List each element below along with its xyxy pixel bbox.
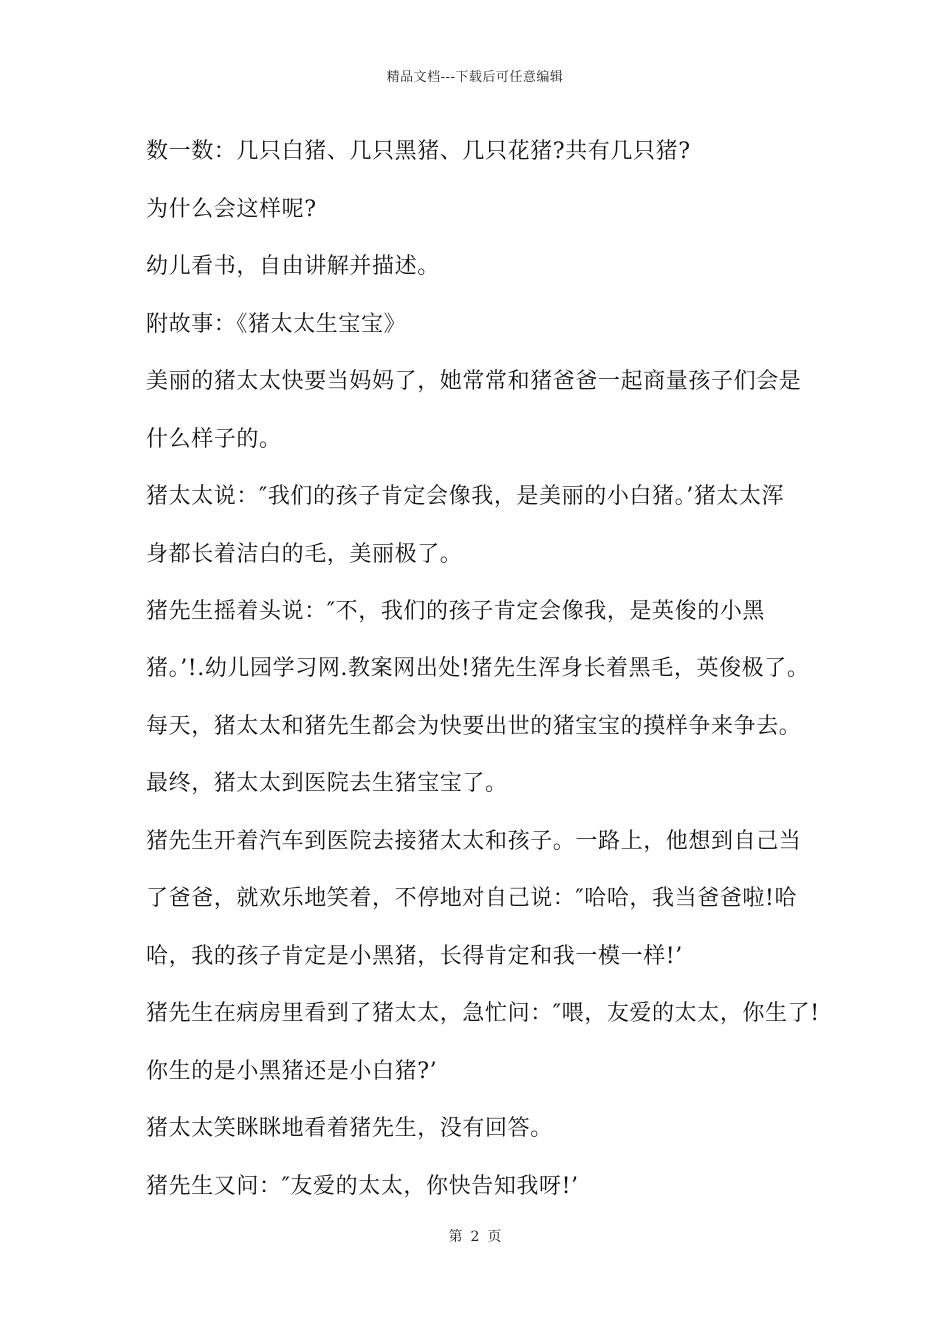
text-line: 猪先生开着汽车到医院去接猪太太和孩子。一路上，他想到自己当 <box>146 829 802 854</box>
text-line: 美丽的猪太太快要当妈妈了，她常常和猪爸爸一起商量孩子们会是 <box>146 369 802 394</box>
text-line: 猪太太笑眯眯地看着猪先生，没有回答。 <box>146 1116 553 1141</box>
text-line: 猪先生摇着头说：″不，我们的孩子肯定会像我，是英俊的小黑 <box>146 599 766 624</box>
page-prefix: 第 <box>448 1229 463 1245</box>
text-line: 幼儿看书，自由讲解并描述。 <box>146 254 440 279</box>
text-line: 每天，猪太太和猪先生都会为快要出世的猪宝宝的摸样争来争去。 <box>146 714 802 739</box>
text-line: 猪先生又问：″友爱的太太，你快告知我呀!’ <box>146 1174 579 1199</box>
text-line: 你生的是小黑猪还是小白猪?’ <box>146 1059 438 1084</box>
text-line: 最终，猪太太到医院去生猪宝宝了。 <box>146 771 508 796</box>
page-suffix: 页 <box>487 1229 502 1245</box>
text-line: 猪。’!.幼儿园学习网.教案网出处!猪先生浑身长着黑毛，英俊极了。 <box>146 656 810 681</box>
text-line: 什么样子的。 <box>146 427 282 452</box>
page-footer <box>0 1226 950 1246</box>
text-line: 身都长着洁白的毛，美丽极了。 <box>146 542 463 567</box>
text-line: 哈，我的孩子肯定是小黑猪，长得肯定和我一模一样!’ <box>146 944 683 969</box>
text-line: 数一数：几只白猪、几只黑猪、几只花猪?共有几只猪? <box>146 139 691 164</box>
text-line: 猪太太说：″我们的孩子肯定会像我，是美丽的小白猪。’猪太太浑 <box>146 484 785 509</box>
page-number: 2 <box>470 1229 480 1245</box>
page-header: 精品文档---下载后可任意编辑 <box>386 70 564 85</box>
text-line: 附故事：《猪太太生宝宝》 <box>146 312 407 337</box>
text-line: 为什么会这样呢? <box>146 197 317 222</box>
text-line: 猪先生在病房里看到了猪太太，急忙问：″喂，友爱的太太，你生了! <box>146 1001 820 1026</box>
text-line: 了爸爸，就欢乐地笑着，不停地对自己说：″哈哈，我当爸爸啦!哈 <box>146 886 798 911</box>
